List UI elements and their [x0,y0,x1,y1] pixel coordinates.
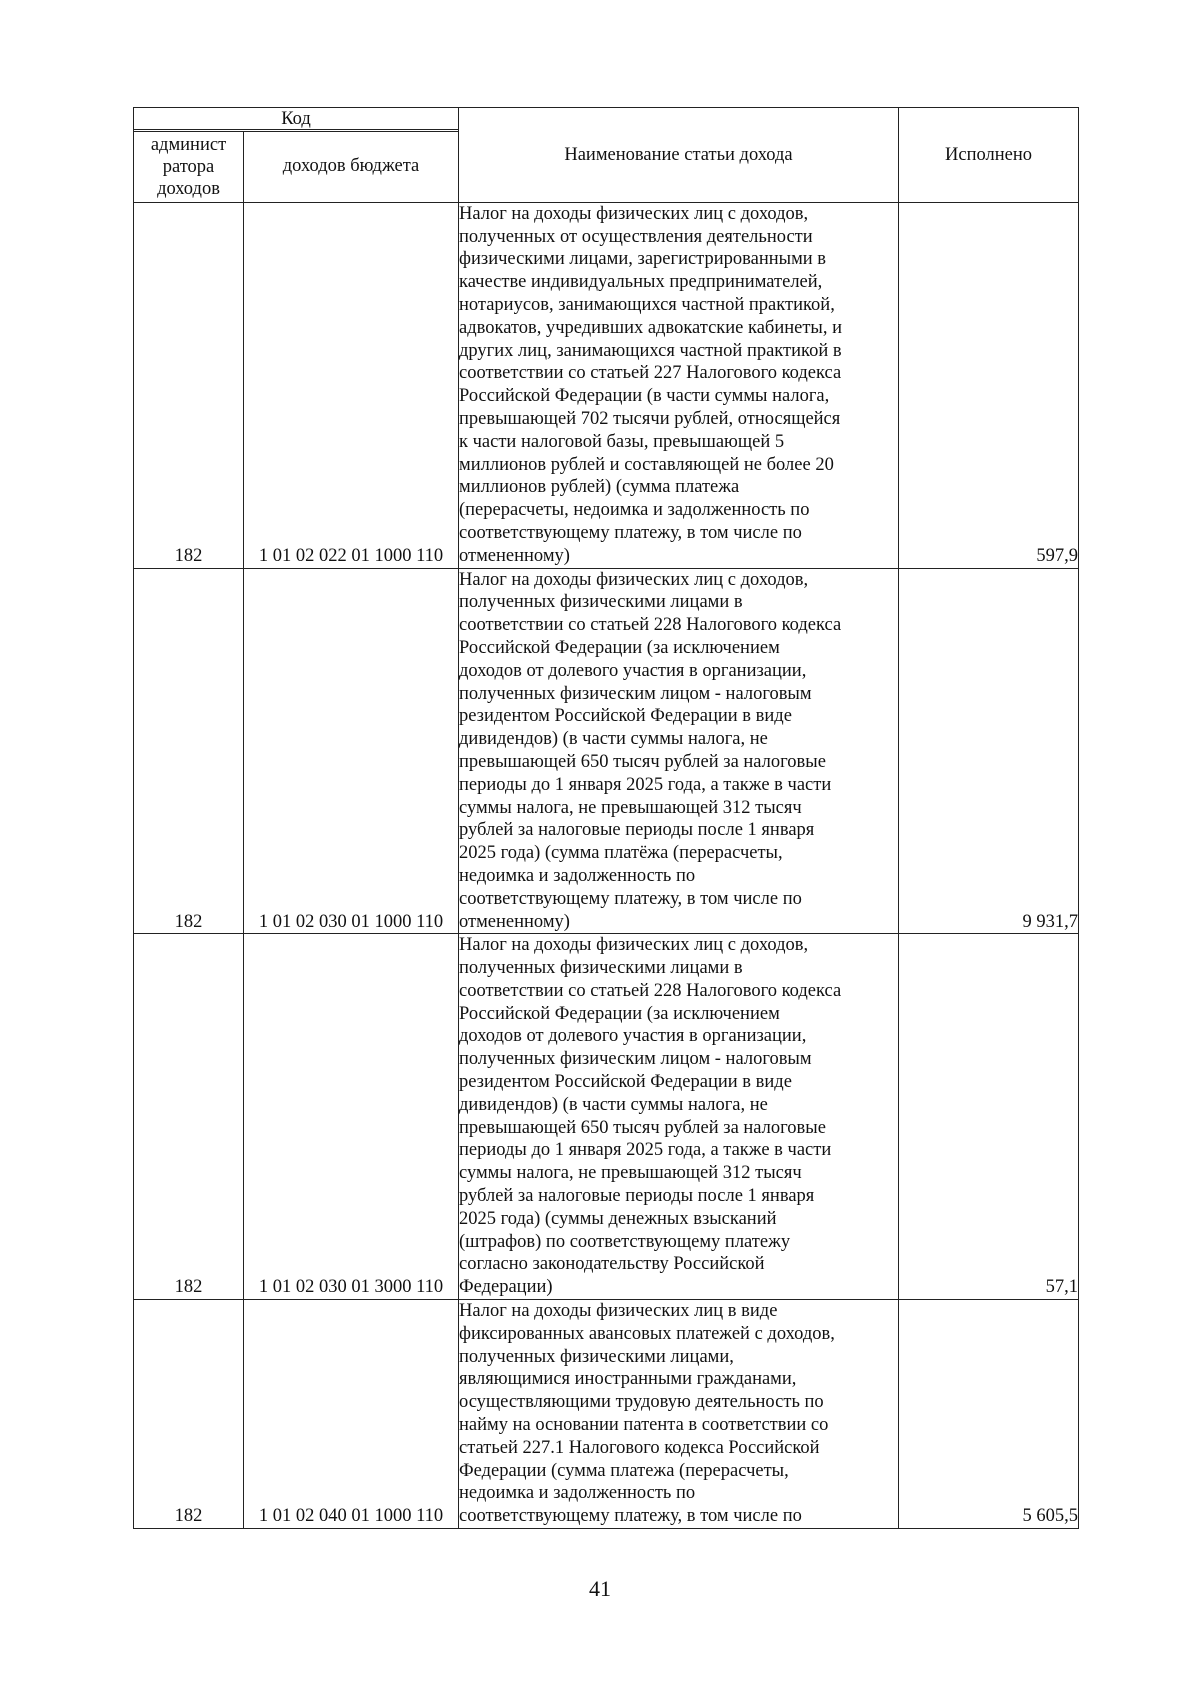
admin-code-cell: 182 [134,202,244,568]
admin-code-cell: 182 [134,1300,244,1529]
revenue-name-cell: Налог на доходы физических лиц с доходов, полученных от осуществления деятельности физическими лицами, зарегистрированными в качестве индивидуальных предпринимателей, нотариусов, занимающихся частной практикой, адвокатов, учредивших адвокатские кабинеты, и других лиц, занимающихся частной практикой в соответствии со статьей 227 Налогового кодекса Российской Федерации (в части суммы налога, превышающей 702 тысячи рублей, относящейся к части налоговой базы, превышающей 5 миллионов рублей и составляющей не более 20 миллионов рублей) (сумма платежа (перерасчеты, недоимка и задолженность по соответствующему платежу, в том числе по отмененному) [459,202,899,568]
revenue-name-cell: Налог на доходы физических лиц с доходов, полученных физическими лицами в соответствии со статьей 228 Налогового кодекса Российской Федерации (за исключением доходов от долевого участия в организации, полученных физическим лицом - налоговым резидентом Российской Федерации в виде дивидендов) (в части суммы налога, не превышающей 650 тысяч рублей за налоговые периоды до 1 января 2025 года, а также в части суммы налога, не превышающей 312 тысяч рублей за налоговые периоды после 1 января 2025 года) (суммы денежных взысканий (штрафов) по соответствующему платежу согласно законодательству Российской Федерации) [459,934,899,1300]
table-row [134,568,1079,934]
table-row [134,1300,1079,1529]
header-kod [134,108,459,132]
budget-code-cell: 1 01 02 030 01 1000 110 [244,568,459,934]
revenue-table [133,107,1079,1529]
budget-code-cell: 1 01 02 040 01 1000 110 [244,1300,459,1529]
header-executed: Исполнено [899,108,1079,203]
table-row [134,202,1079,568]
header-kod-label: Код [134,109,458,130]
executed-amount-cell: 597,9 [899,202,1079,568]
header-budget-code: доходов бюджета [244,131,459,202]
page-number: 41 [589,1576,611,1601]
executed-amount-cell: 5 605,5 [899,1300,1079,1529]
revenue-name-cell: Налог на доходы физических лиц в виде фиксированных авансовых платежей с доходов, полученных физическими лицами, являющимися иностранными гражданами, осуществляющими трудовую деятельность по найму на основании патента в соответствии со статьей 227.1 Налогового кодекса Российской Федерации (сумма платежа (перерасчеты, недоимка и задолженность по соответствующему платежу, в том числе по [459,1300,899,1529]
table-header [134,108,1079,203]
executed-amount-cell: 57,1 [899,934,1079,1300]
admin-code-cell: 182 [134,934,244,1300]
executed-amount-cell: 9 931,7 [899,568,1079,934]
admin-code-cell: 182 [134,568,244,934]
budget-code-cell: 1 01 02 022 01 1000 110 [244,202,459,568]
revenue-name-cell: Налог на доходы физических лиц с доходов, полученных физическими лицами в соответствии со статьей 228 Налогового кодекса Российской Федерации (за исключением доходов от долевого участия в организации, полученных физическим лицом - налоговым резидентом Российской Федерации в виде дивидендов) (в части суммы налога, не превышающей 650 тысяч рублей за налоговые периоды до 1 января 2025 года, а также в части суммы налога, не превышающей 312 тысяч рублей за налоговые периоды после 1 января 2025 года) (сумма платёжа (перерасчеты, недоимка и задолженность по соответствующему платежу, в том числе по отмененному) [459,568,899,934]
header-admin: админист ратора доходов [134,131,244,202]
table-row [134,934,1079,1300]
budget-code-cell: 1 01 02 030 01 3000 110 [244,934,459,1300]
header-revenue-name: Наименование статьи дохода [459,108,899,203]
